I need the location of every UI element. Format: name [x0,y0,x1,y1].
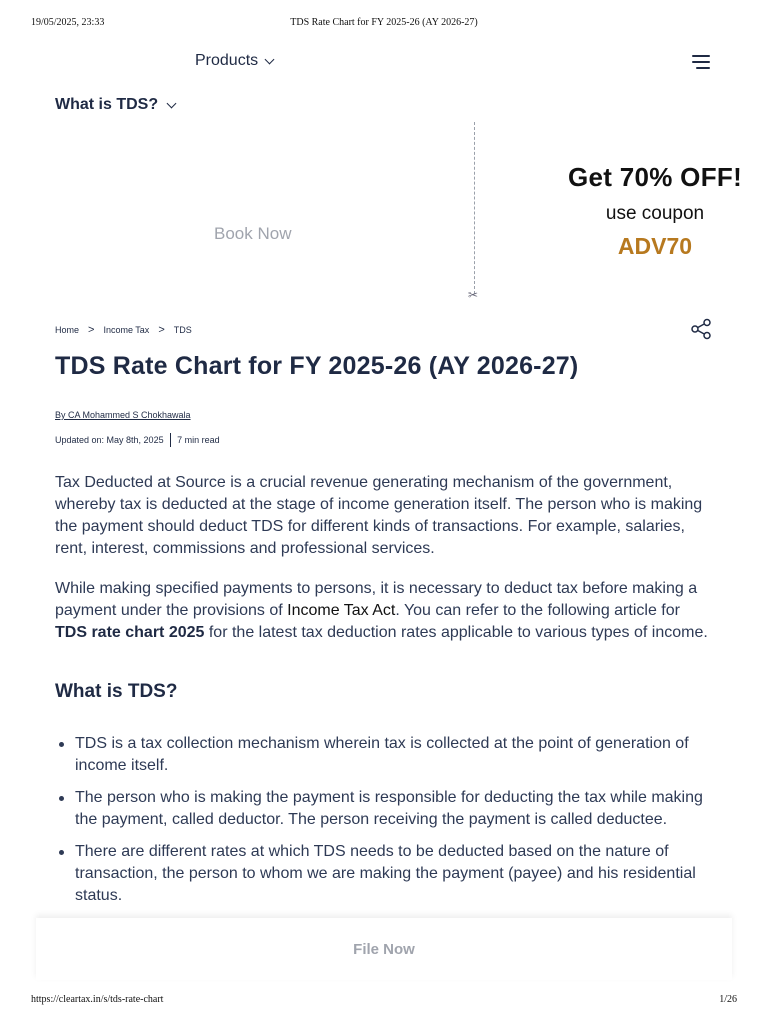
print-header [31,17,737,31]
book-now-button[interactable]: Book Now [214,224,292,243]
breadcrumb-income-tax[interactable]: Income Tax [103,325,150,335]
offer-title: Get 70% OFF! [567,162,743,192]
para2-text-c: for the latest tax deduction rates applicable to various types of income. [204,624,708,641]
income-tax-act-link[interactable]: Income Tax Act [287,602,396,619]
breadcrumb [55,324,192,336]
scissors-icon: ✂ [468,288,479,302]
meta-divider [170,433,172,447]
products-menu[interactable] [195,52,273,70]
print-footer [31,994,737,1008]
file-now-button[interactable]: File Now [353,940,415,958]
section-heading: What is TDS? [55,681,178,702]
print-url: https://cleartax.in/s/tds-rate-chart [31,994,164,1005]
list-item: TDS is a tax collection mechanism wherein tax is collected at the point of generation of income itself. [55,733,715,777]
offer-subtitle: use coupon [605,203,705,224]
sticky-cta-bar [36,918,732,980]
page-title: TDS Rate Chart for FY 2025-26 (AY 2026-27) [55,352,579,380]
breadcrumb-home[interactable]: Home [55,325,80,335]
breadcrumb-separator: > [158,324,165,336]
tds-bullet-list [55,733,715,917]
coupon-offer [565,162,745,260]
breadcrumb-separator: > [88,324,95,336]
print-title: TDS Rate Chart for FY 2025-26 (AY 2026-27) [290,17,478,28]
toc-dropdown[interactable] [55,96,175,114]
list-item: There are different rates at which TDS needs to be deducted based on the nature of transaction, the person to whom we are making the payment (payee) and his residential status. [55,841,715,907]
hamburger-menu-icon[interactable] [690,55,710,70]
print-page-number: 1/26 [719,994,737,1005]
intro-paragraph: Tax Deducted at Source is a crucial revenue generating mechanism of the government, whereby tax is deducted at the stage of income generation itself. The person who is making the payment should deduct TDS for different kinds of transactions. For example, salaries, rent, interest, commissions and professional services. [55,474,703,557]
coupon-cut-line [474,122,475,294]
share-icon[interactable] [690,318,712,340]
promo-banner [55,120,743,305]
chevron-down-icon [265,54,275,64]
products-label: Products [195,52,259,69]
chevron-down-icon [167,98,177,108]
coupon-code: ADV70 [617,233,693,259]
article-meta [55,433,220,447]
para2-text-a: While making specified payments to persons, it is necessary to deduct tax before making a payment under the provisions of [55,580,698,619]
breadcrumb-tds[interactable]: TDS [173,325,192,335]
list-item: The person who is making the payment is responsible for deducting the tax while making the payment, called deductor. The person receiving the payment is called deductee. [55,787,715,831]
para2-text-b: . You can refer to the following article for [395,602,680,619]
toc-label: What is TDS? [55,96,159,113]
second-paragraph [55,578,715,644]
updated-date: Updated on: May 8th, 2025 [55,435,164,445]
print-datetime: 19/05/2025, 23:33 [31,17,105,28]
read-time: 7 min read [177,435,220,445]
tds-rate-chart-emphasis: TDS rate chart 2025 [55,624,205,641]
author-byline[interactable]: By CA Mohammed S Chokhawala [55,410,191,420]
